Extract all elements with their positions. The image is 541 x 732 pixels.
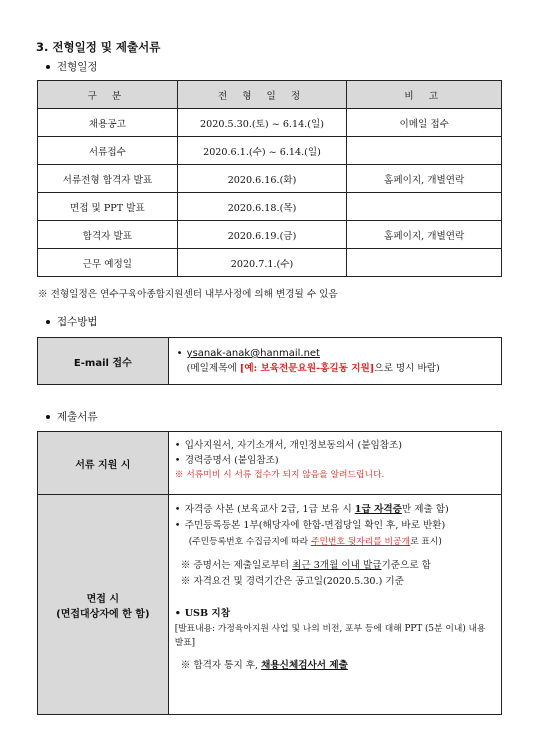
application-heading: 접수방법 <box>46 314 98 329</box>
application-label: E-mail 접수 <box>38 338 169 385</box>
schedule-heading: 전형일정 <box>46 59 98 74</box>
header-remarks: 비 고 <box>347 81 502 109</box>
bullet-icon <box>46 65 50 69</box>
table-row: 면접 및 PPT 발표 2020.6.18.(목) <box>38 193 502 221</box>
final-requirement: 채용신체검사서 제출 <box>261 660 348 671</box>
application-content: • ysanak-anak@hanmail.net (메일제목에 [예: 보육전문요원-홍길동 지원]으로 명시 바람) <box>168 338 501 385</box>
row1-warning: ※ 서류미비 시 서류 접수가 되지 않음을 알려드립니다. <box>174 470 385 480</box>
row1-label: 서류 지원 시 <box>38 432 169 495</box>
application-table <box>37 337 502 385</box>
usb-description: [발표내용: 가정육아지원 사업 및 나의 비전, 포부 등에 대해 PPT (5분 이내) 내용 발표] <box>174 624 486 648</box>
row2-content: • 자격증 사본 (보육교사 2급, 1급 보유 시 1급 자격증만 제출 함) • 주민등록등본 1부(해당자에 한함-면접당일 확인 후, 바로 반환) (주민등록번호 수집금지에 따라 주민번호 뒷자리를 비공개로 표시) ※ 증명서는 제출일로부터 최근 3개월 이내 발급기준으로 함 ※ 자격요건 및 경력기간은 공고일(2020.5.30.) 기준 • USB 지참 [발표내용: 가정육아지원 사업 및 나의 비전, 포부 등에 대해 PPT (5분 이내) 내용 발표] ※ 합격자 통지 후, 채용신체검사서 제출 <box>168 495 501 715</box>
schedule-table <box>37 80 502 277</box>
table-row: 서류전형 합격자 발표 2020.6.16.(화) 홈페이지, 개별연락 <box>38 165 502 193</box>
row2-label: 면접 시 (면접대상자에 한 함) <box>38 495 169 715</box>
documents-heading: 제출서류 <box>46 409 98 424</box>
table-row: 근무 예정일 2020.7.1.(수) <box>38 249 502 277</box>
usb-title: • USB 지참 <box>175 606 495 622</box>
subject-example: [예: 보육전문요원-홍길동 지원] <box>239 363 375 374</box>
schedule-note: ※ 전형일정은 연수구육아종합지원센터 내부사정에 의해 변경될 수 있음 <box>38 289 338 300</box>
documents-table <box>37 431 502 715</box>
header-category: 구 분 <box>38 81 178 109</box>
row1-content: • 입사지원서, 자기소개서, 개인정보동의서 (붙임참조) • 경력증명서 (붙임참조) ※ 서류미비 시 서류 접수가 되지 않음을 알려드립니다. <box>168 432 501 495</box>
section-title: 3. 전형일정 및 제출서류 <box>36 40 161 54</box>
bullet-icon <box>46 320 50 324</box>
table-row: 채용공고 2020.5.30.(토) ~ 6.14.(일) 이메일 접수 <box>38 109 502 137</box>
bullet-icon <box>46 415 50 419</box>
header-schedule: 전 형 일 정 <box>177 81 347 109</box>
email-link[interactable]: ysanak-anak@hanmail.net <box>186 348 320 359</box>
table-row: 서류접수 2020.6.1.(수) ~ 6.14.(일) <box>38 137 502 165</box>
table-row: 합격자 발표 2020.6.19.(금) 홈페이지, 개별연락 <box>38 221 502 249</box>
